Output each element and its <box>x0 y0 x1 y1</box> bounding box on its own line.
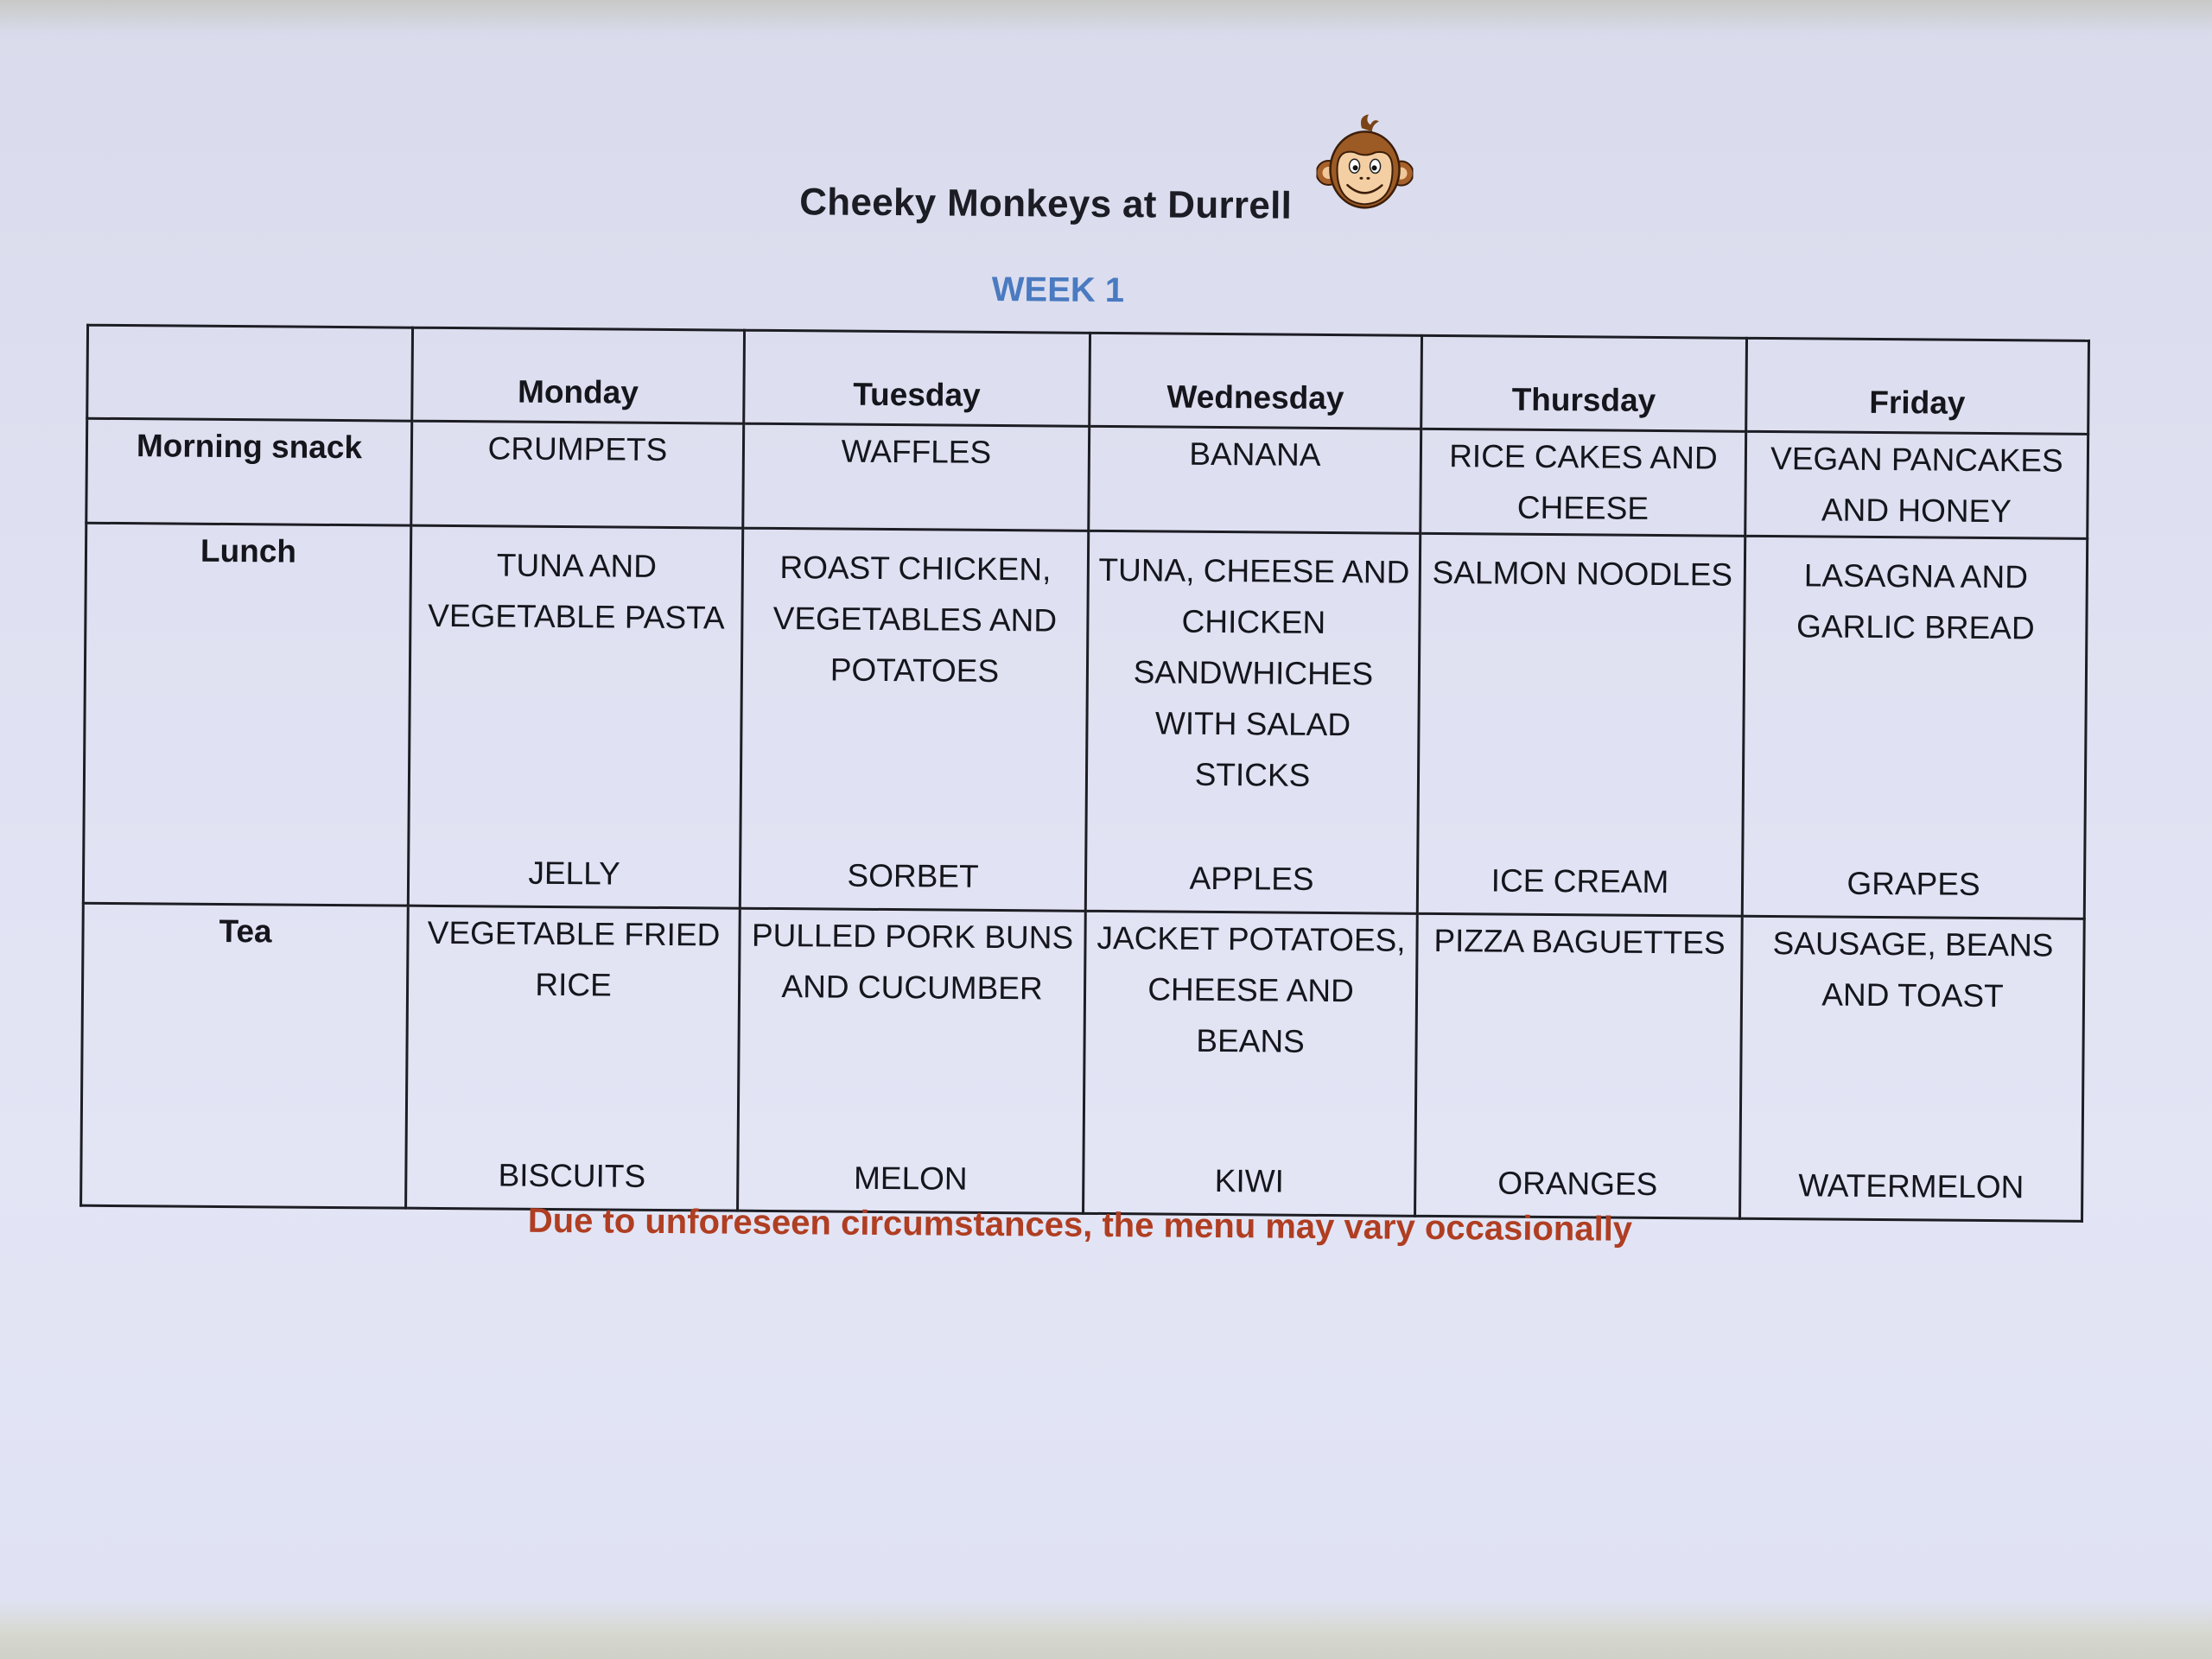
header-corner-cell <box>87 325 413 421</box>
lunch-tuesday <box>740 528 1088 911</box>
tea-dessert-thursday: ORANGES <box>1497 1165 1658 1203</box>
header-day-thursday: Thursday <box>1421 335 1747 431</box>
header-day-friday: Friday <box>1746 338 2089 434</box>
monkey-face-icon <box>1316 112 1414 217</box>
snack-wednesday: BANANA <box>1089 426 1421 533</box>
lunch-main-wednesday: TUNA, CHEESE AND CHICKEN SANDWHICHES WITH SALAD STICKS <box>1098 551 1410 793</box>
lunch-main-monday: TUNA AND VEGETABLE PASTA <box>428 547 725 636</box>
tea-dessert-tuesday: MELON <box>853 1160 968 1197</box>
table-header-row <box>87 325 2089 434</box>
header-day-monday: Monday <box>412 327 745 423</box>
lunch-wednesday <box>1085 531 1420 913</box>
row-label-lunch: Lunch <box>83 523 410 906</box>
row-label-morning-snack: Morning snack <box>86 418 412 525</box>
snack-friday: VEGAN PANCAKES AND HONEY <box>1745 431 2088 538</box>
tea-monday <box>406 906 741 1211</box>
tea-main-thursday: PIZZA BAGUETTES <box>1433 922 1726 961</box>
tea-wednesday <box>1084 911 1418 1216</box>
tea-dessert-friday: WATERMELON <box>1798 1167 2024 1205</box>
header-day-wednesday: Wednesday <box>1090 333 1422 429</box>
document-title: Cheeky Monkeys at Durrell <box>799 181 1293 227</box>
table-row-tea <box>81 903 2085 1221</box>
snack-tuesday: WAFFLES <box>743 423 1090 531</box>
lunch-dessert-tuesday: SORBET <box>847 857 979 894</box>
week-label: WEEK 1 <box>991 270 1125 310</box>
lunch-dessert-monday: JELLY <box>528 855 620 892</box>
tea-tuesday <box>738 908 1086 1213</box>
lunch-dessert-friday: GRAPES <box>1847 865 1980 902</box>
row-label-tea: Tea <box>81 903 409 1208</box>
lunch-thursday <box>1417 533 1745 916</box>
snack-thursday: RICE CAKES AND CHEESE <box>1421 429 1746 536</box>
lunch-monday <box>408 525 742 908</box>
header-day-tuesday: Tuesday <box>744 330 1090 426</box>
tea-main-friday: SAUSAGE, BEANS AND TOAST <box>1772 925 2054 1014</box>
tea-main-tuesday: PULLED PORK BUNS AND CUCUMBER <box>751 917 1074 1007</box>
tea-main-wednesday: JACKET POTATOES, CHEESE AND BEANS <box>1096 919 1406 1059</box>
lunch-main-thursday: SALMON NOODLES <box>1432 554 1733 593</box>
menu-notice: Due to unforeseen circumstances, the menu may vary occasionally <box>527 1201 1633 1249</box>
tea-thursday <box>1415 913 1743 1218</box>
lunch-dessert-wednesday: APPLES <box>1189 860 1314 897</box>
table-row-morning-snack <box>86 418 2088 538</box>
tea-dessert-monday: BISCUITS <box>498 1157 646 1194</box>
tea-friday <box>1740 916 2085 1221</box>
tea-dessert-wednesday: KIWI <box>1214 1163 1285 1199</box>
lunch-main-friday: LASAGNA AND GARLIC BREAD <box>1796 557 2035 646</box>
tea-main-monday: VEGETABLE FRIED RICE <box>427 914 721 1003</box>
table-row-lunch <box>83 523 2087 918</box>
paper-bottom-edge <box>0 1599 2212 1659</box>
snack-monday: CRUMPETS <box>411 421 744 528</box>
lunch-friday <box>1742 536 2087 918</box>
lunch-dessert-thursday: ICE CREAM <box>1491 862 1669 900</box>
lunch-main-tuesday: ROAST CHICKEN, VEGETABLES AND POTATOES <box>772 550 1058 690</box>
weekly-menu-table <box>79 324 2090 1223</box>
